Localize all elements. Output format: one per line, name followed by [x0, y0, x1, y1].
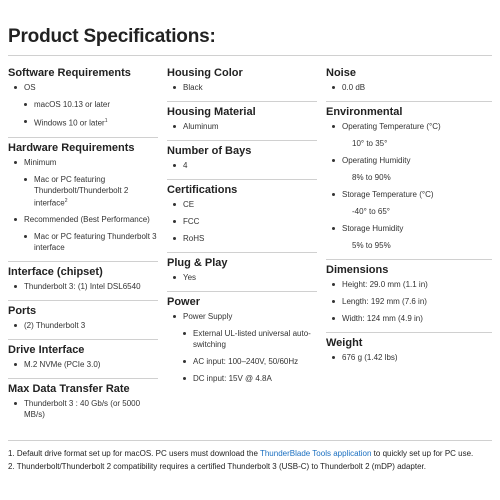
- spec-item-text: External UL-listed universal auto-switching: [193, 329, 311, 349]
- spec-list: [8, 359, 158, 370]
- spec-item-text: Windows 10 or later: [34, 118, 105, 128]
- spec-item: [167, 199, 317, 210]
- spec-list: [8, 398, 158, 420]
- spec-item: [326, 155, 492, 166]
- spec-item: [167, 373, 317, 384]
- spec-list: [167, 199, 317, 244]
- footnote-marker: 1: [104, 118, 108, 124]
- spec-item-text: (2) Thunderbolt 3: [24, 321, 86, 331]
- section-environmental: [326, 101, 492, 251]
- spec-item-text: macOS 10.13 or later: [34, 100, 111, 109]
- bullet-icon: [173, 237, 176, 240]
- spec-item-text: Aluminum: [183, 122, 219, 131]
- spec-item: [326, 121, 492, 132]
- footnotes: [8, 447, 492, 473]
- spec-list: [167, 82, 317, 93]
- spec-item-text: Length: 192 mm (7.6 in): [342, 297, 427, 306]
- section-plug-play: [167, 252, 317, 283]
- section-heading: Power: [167, 296, 201, 308]
- spec-item-text: RoHS: [183, 234, 205, 243]
- spec-item: [167, 121, 317, 132]
- spec-item: [8, 157, 158, 168]
- bullet-icon: [332, 193, 335, 196]
- section-dimensions: [326, 259, 492, 324]
- section-power: [167, 291, 317, 384]
- spec-column-2: [167, 63, 317, 390]
- spec-item-text: Operating Humidity: [342, 156, 411, 165]
- spec-column-1: [8, 63, 158, 426]
- bullet-icon: [173, 276, 176, 279]
- page-title: Product Specifications:: [8, 26, 216, 47]
- section-max-data-transfer-rate: [8, 378, 158, 420]
- section-noise: [326, 63, 492, 93]
- bullet-icon: [24, 178, 27, 181]
- bullet-icon: [24, 235, 27, 238]
- section-ports: [8, 300, 158, 331]
- spec-item-text: DC input: 15V @ 4.8A: [193, 374, 272, 383]
- section-housing-color: [167, 63, 317, 93]
- footnotes-divider: [8, 440, 492, 441]
- bullet-icon: [332, 300, 335, 303]
- bullet-icon: [332, 356, 335, 359]
- spec-item-text: Operating Temperature (°C): [342, 122, 441, 131]
- title-divider: [8, 55, 492, 56]
- section-weight: [326, 332, 492, 363]
- bullet-icon: [332, 86, 335, 89]
- bullet-icon: [173, 203, 176, 206]
- spec-item-text: Black: [183, 83, 203, 92]
- spec-item: [326, 313, 492, 324]
- spec-list: [167, 121, 317, 132]
- spec-item-text: Width: 124 mm (4.9 in): [342, 314, 423, 323]
- spec-item-text: Mac or PC featuring Thunderbolt/Thunderbolt 2 interface: [34, 174, 129, 208]
- section-heading: Certifications: [167, 184, 238, 196]
- spec-item-text: CE: [183, 200, 195, 209]
- spec-item: [167, 311, 317, 322]
- spec-item: [326, 296, 492, 307]
- bullet-icon: [183, 360, 186, 363]
- spec-item-text: Recommended (Best Performance): [24, 215, 150, 225]
- footnote-marker: 2: [64, 197, 68, 204]
- bullet-icon: [14, 402, 17, 405]
- section-interface-chipset: [8, 261, 158, 292]
- spec-list: [326, 121, 492, 251]
- bullet-icon: [173, 125, 176, 128]
- spec-item-text: Storage Humidity: [342, 224, 404, 233]
- footnote-1: [8, 447, 492, 460]
- bullet-icon: [173, 164, 176, 167]
- spec-list: [8, 157, 158, 254]
- spec-item-text: Minimum: [24, 157, 57, 167]
- section-heading: Housing Material: [167, 106, 256, 118]
- bullet-icon: [24, 103, 27, 106]
- spec-item-text: AC input: 100–240V, 50/60Hz: [193, 357, 299, 366]
- spec-item: [8, 116, 158, 129]
- spec-item-text: Mac or PC featuring Thunderbolt 3 interface: [34, 232, 157, 253]
- footnote-1-prefix: 1. Default drive format set up for macOS. PC users must download the: [8, 449, 260, 458]
- section-heading: Interface (chipset): [8, 266, 103, 279]
- section-heading: Software Requirements: [8, 67, 131, 79]
- spec-item: [167, 356, 317, 367]
- thunderblade-tools-link[interactable]: ThunderBlade Tools application: [259, 449, 372, 458]
- bullet-icon: [332, 159, 335, 162]
- spec-item: [326, 279, 492, 290]
- spec-list: [8, 320, 158, 331]
- spec-item: [167, 82, 317, 93]
- spec-item-text: 4: [183, 161, 188, 170]
- spec-list: [326, 352, 492, 363]
- spec-item: [8, 231, 158, 253]
- section-housing-material: [167, 101, 317, 132]
- section-heading: Ports: [8, 305, 37, 318]
- spec-item-text: Power Supply: [183, 312, 233, 321]
- spec-item: [326, 138, 492, 149]
- spec-item: [326, 223, 492, 234]
- spec-item-text: Storage Temperature (°C): [342, 190, 434, 199]
- spec-item-text: -40° to 65°: [352, 207, 390, 216]
- spec-item: [167, 216, 317, 227]
- spec-item-text: 8% to 90%: [352, 173, 391, 182]
- spec-item: [326, 189, 492, 200]
- bullet-icon: [173, 315, 176, 318]
- spec-item-text: Height: 29.0 mm (1.1 in): [342, 280, 428, 289]
- section-hardware-requirements: [8, 137, 158, 254]
- spec-item: [8, 174, 158, 209]
- bullet-icon: [14, 218, 17, 221]
- section-heading: Hardware Requirements: [8, 141, 135, 154]
- section-heading: Drive Interface: [8, 344, 85, 357]
- section-heading: Housing Color: [167, 67, 243, 79]
- spec-item-text: OS: [24, 83, 36, 92]
- spec-list: [8, 82, 158, 129]
- footnote-1-suffix: to quickly set up for PC use.: [371, 449, 474, 458]
- spec-item: [8, 320, 158, 331]
- spec-item: [326, 206, 492, 217]
- spec-list: [8, 281, 158, 292]
- spec-item: [167, 328, 317, 350]
- spec-list: [167, 272, 317, 283]
- spec-item-text: Thunderbolt 3: (1) Intel DSL6540: [24, 282, 141, 292]
- spec-item: [8, 214, 158, 225]
- spec-item-text: 5% to 95%: [352, 241, 391, 250]
- spec-item: [8, 99, 158, 110]
- spec-item-text: 0.0 dB: [342, 83, 366, 92]
- section-heading: Weight: [326, 337, 363, 349]
- section-heading: Number of Bays: [167, 145, 252, 157]
- bullet-icon: [332, 317, 335, 320]
- spec-item: [167, 160, 317, 171]
- section-number-of-bays: [167, 140, 317, 171]
- spec-item-text: FCC: [183, 217, 200, 226]
- footnote-2: 2. Thunderbolt/Thunderbolt 2 compatibility requires a certified Thunderbolt 3 (USB-C) to Thunderbolt 2 (mDP) adapter.: [8, 462, 426, 471]
- bullet-icon: [173, 220, 176, 223]
- spec-column-3: [326, 63, 492, 369]
- section-software-requirements: [8, 63, 158, 129]
- bullet-icon: [332, 227, 335, 230]
- bullet-icon: [14, 324, 17, 327]
- spec-item-text: Thunderbolt 3 : 40 Gb/s (or 5000 MB/s): [24, 399, 141, 420]
- spec-item: [326, 172, 492, 183]
- section-drive-interface: [8, 339, 158, 370]
- section-certifications: [167, 179, 317, 244]
- bullet-icon: [332, 283, 335, 286]
- spec-item-text: 10° to 35°: [352, 139, 388, 148]
- bullet-icon: [24, 120, 27, 123]
- bullet-icon: [183, 332, 186, 335]
- spec-list: [326, 279, 492, 324]
- spec-item-text: Yes: [183, 273, 197, 282]
- bullet-icon: [14, 363, 17, 366]
- bullet-icon: [173, 86, 176, 89]
- spec-item-text: M.2 NVMe (PCIe 3.0): [24, 360, 101, 370]
- spec-item: [8, 82, 158, 93]
- spec-item: [326, 352, 492, 363]
- section-heading: Plug & Play: [167, 257, 228, 269]
- section-heading: Noise: [326, 67, 356, 79]
- bullet-icon: [14, 285, 17, 288]
- bullet-icon: [14, 86, 17, 89]
- spec-item: [326, 82, 492, 93]
- spec-item: [167, 272, 317, 283]
- spec-list: [167, 160, 317, 171]
- spec-list: [326, 82, 492, 93]
- spec-item: [8, 398, 158, 420]
- section-heading: Max Data Transfer Rate: [8, 383, 130, 396]
- spec-item-text: 676 g (1.42 lbs): [342, 353, 398, 362]
- bullet-icon: [332, 125, 335, 128]
- spec-item: [8, 359, 158, 370]
- section-heading: Dimensions: [326, 264, 389, 276]
- section-heading: Environmental: [326, 106, 403, 118]
- spec-item: [8, 281, 158, 292]
- bullet-icon: [14, 161, 17, 164]
- spec-item: [167, 233, 317, 244]
- bullet-icon: [183, 377, 186, 380]
- spec-list: [167, 311, 317, 384]
- spec-item: [326, 240, 492, 251]
